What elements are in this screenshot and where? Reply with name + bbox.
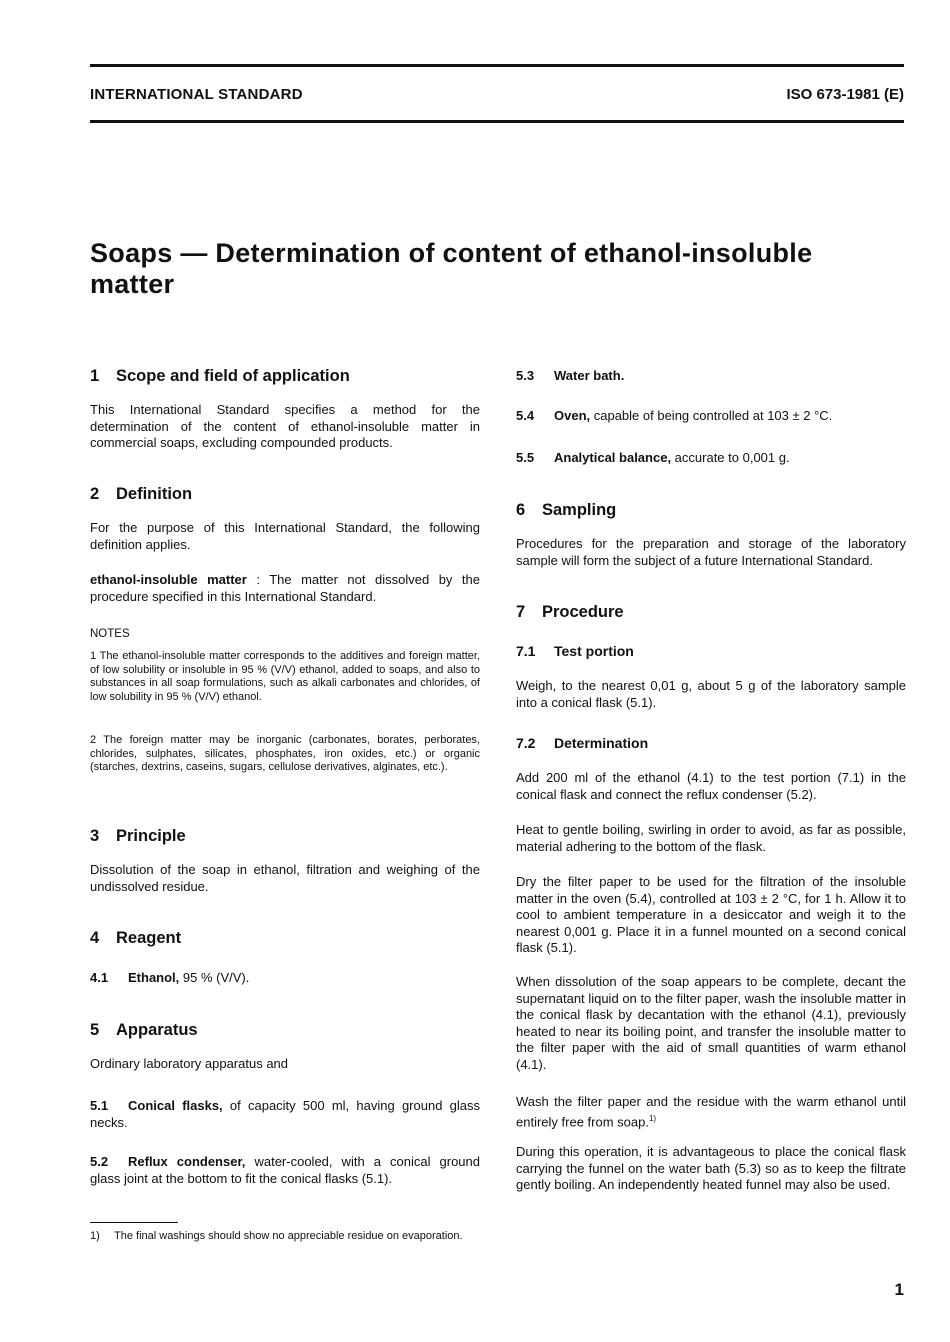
note-2: 2 The foreign matter may be inorganic (carbonates, borates, perborates, chlorides, sulphates, silicates, phosphates, iron oxides, etc.) or organic (starches, dextrins, caseins, sugars, cellulose derivatives, alginates, etc.). bbox=[90, 734, 480, 773]
subsection-5-1: 5.1 Conical flasks, of capacity 500 ml, having ground glass necks. bbox=[90, 1098, 481, 1130]
section-2 bbox=[90, 484, 480, 504]
section-3 bbox=[90, 826, 480, 846]
footnote-rule bbox=[90, 1222, 178, 1223]
determination-paragraph-4: When dissolution of the soap appears to be complete, decant the supernatant liquid on to the filter paper, wash the insoluble matter in the conical flask by decantation with the ethanol (4.1), previously heated to near its boiling point, and transfer the insoluble matter to the filter paper with the aid of small quantities of warm ethanol (4.1). bbox=[516, 974, 906, 1072]
determination-paragraph-2: Heat to gentle boiling, swirling in order to avoid, as far as possible, material adhering to the bottom of the flask. bbox=[516, 822, 906, 854]
page-number: 1 bbox=[894, 1280, 904, 1299]
subsection-5-3: 5.3 Water bath. bbox=[516, 368, 625, 383]
note-1: 1 The ethanol-insoluble matter corresponds to the additives and foreign matter, of low solubility or insoluble in 95 % (V/V) ethanol, added to soaps, and also to substances in all soap formulations, such as alkali carbonates and chlorides, of low solubility in 95 % (V/V) ethanol. bbox=[90, 650, 480, 703]
determination-paragraph-3: Dry the filter paper to be used for the filtration of the insoluble matter in the oven (5.4), controlled at 103 ± 2 °C, for 1 h. Allow it to cool to ambient temperature in a desiccator and weigh it to the nearest 0,001 g. Place it in a funnel mounted on a second conical flask (5.1). bbox=[516, 874, 906, 955]
section-3-heading: 3 Principle bbox=[90, 827, 186, 845]
footnote-reference: 1) bbox=[648, 1113, 657, 1123]
title-line-2: matter bbox=[90, 269, 175, 299]
section-6 bbox=[516, 500, 906, 520]
determination-paragraph-1: Add 200 ml of the ethanol (4.1) to the test portion (7.1) in the conical flask and connect the reflux condenser (5.2). bbox=[516, 770, 906, 802]
section-6-heading: 6 Sampling bbox=[516, 501, 617, 519]
subsection-7-2 bbox=[516, 734, 906, 752]
subsection-4-1: 4.1 Ethanol, 95 % (V/V). bbox=[90, 970, 250, 985]
footnote-number: 1) bbox=[90, 1230, 100, 1242]
definition-term: ethanol-insoluble matter bbox=[90, 572, 247, 587]
section-6-text: Procedures for the preparation and storage of the laboratory sample will form the subject of a future International Standard. bbox=[516, 536, 906, 568]
subsection-7-1 bbox=[516, 642, 906, 660]
section-2-heading: 2 Definition bbox=[90, 485, 193, 503]
subsection-5-2: 5.2 Reflux condenser, water-cooled, with a conical ground glass joint at the bottom to fit the conical flasks (5.1). bbox=[90, 1154, 480, 1186]
definition-text: : The matter not dissolved by the procedure specified in this International Standard. bbox=[90, 572, 480, 604]
header-standard-label: INTERNATIONAL STANDARD bbox=[90, 86, 303, 103]
definition-paragraph bbox=[90, 572, 480, 605]
footnote bbox=[90, 1230, 463, 1242]
determination-paragraph-6: During this operation, it is advantageous to place the conical flask carrying the funnel on the water bath (5.3) so as to keep the filtrate gently boiling. An independently heated funnel may also be used. bbox=[516, 1144, 906, 1192]
subsection-5-4: 5.4 Oven, capable of being controlled at 103 ± 2 °C. bbox=[516, 408, 833, 423]
header-rule-bottom bbox=[90, 120, 904, 123]
section-1 bbox=[90, 366, 480, 386]
header-rule-top bbox=[90, 64, 904, 67]
section-7 bbox=[516, 602, 906, 622]
section-1-heading: 1 Scope and field of application bbox=[90, 367, 350, 385]
footnote-text: The final washings should show no appreciable residue on evaporation. bbox=[114, 1230, 463, 1242]
section-4-heading: 4 Reagent bbox=[90, 929, 182, 947]
subsection-5-5: 5.5 Analytical balance, accurate to 0,001 g. bbox=[516, 450, 790, 465]
section-4 bbox=[90, 928, 480, 948]
section-5-text: Ordinary laboratory apparatus and bbox=[90, 1056, 289, 1071]
section-3-text: Dissolution of the soap in ethanol, filtration and weighing of the undissolved residue. bbox=[90, 862, 480, 894]
header-standard-number: ISO 673-1981 (E) bbox=[786, 86, 904, 103]
section-7-heading: 7 Procedure bbox=[516, 603, 624, 621]
section-1-text: This International Standard specifies a method for the determination of the content of ethanol-insoluble matter in commercial soaps, excluding compounded products. bbox=[90, 402, 480, 450]
determination-paragraph-5: Wash the filter paper and the residue with the warm ethanol until entirely free from soap.$^{1)}$ bbox=[516, 1094, 906, 1129]
document-title bbox=[90, 238, 910, 300]
subsection-7-1-heading: 7.1 Test portion bbox=[516, 643, 634, 659]
title-line-1: Soaps — Determination of content of ethanol-insoluble bbox=[90, 238, 813, 268]
notes-label: NOTES bbox=[90, 628, 130, 640]
section-5 bbox=[90, 1020, 480, 1040]
section-2-text: For the purpose of this International Standard, the following definition applies. bbox=[90, 520, 480, 552]
section-5-heading: 5 Apparatus bbox=[90, 1021, 198, 1039]
subsection-7-1-text: Weigh, to the nearest 0,01 g, about 5 g of the laboratory sample into a conical flask (5.1). bbox=[516, 678, 906, 710]
subsection-7-2-heading: 7.2 Determination bbox=[516, 735, 649, 751]
